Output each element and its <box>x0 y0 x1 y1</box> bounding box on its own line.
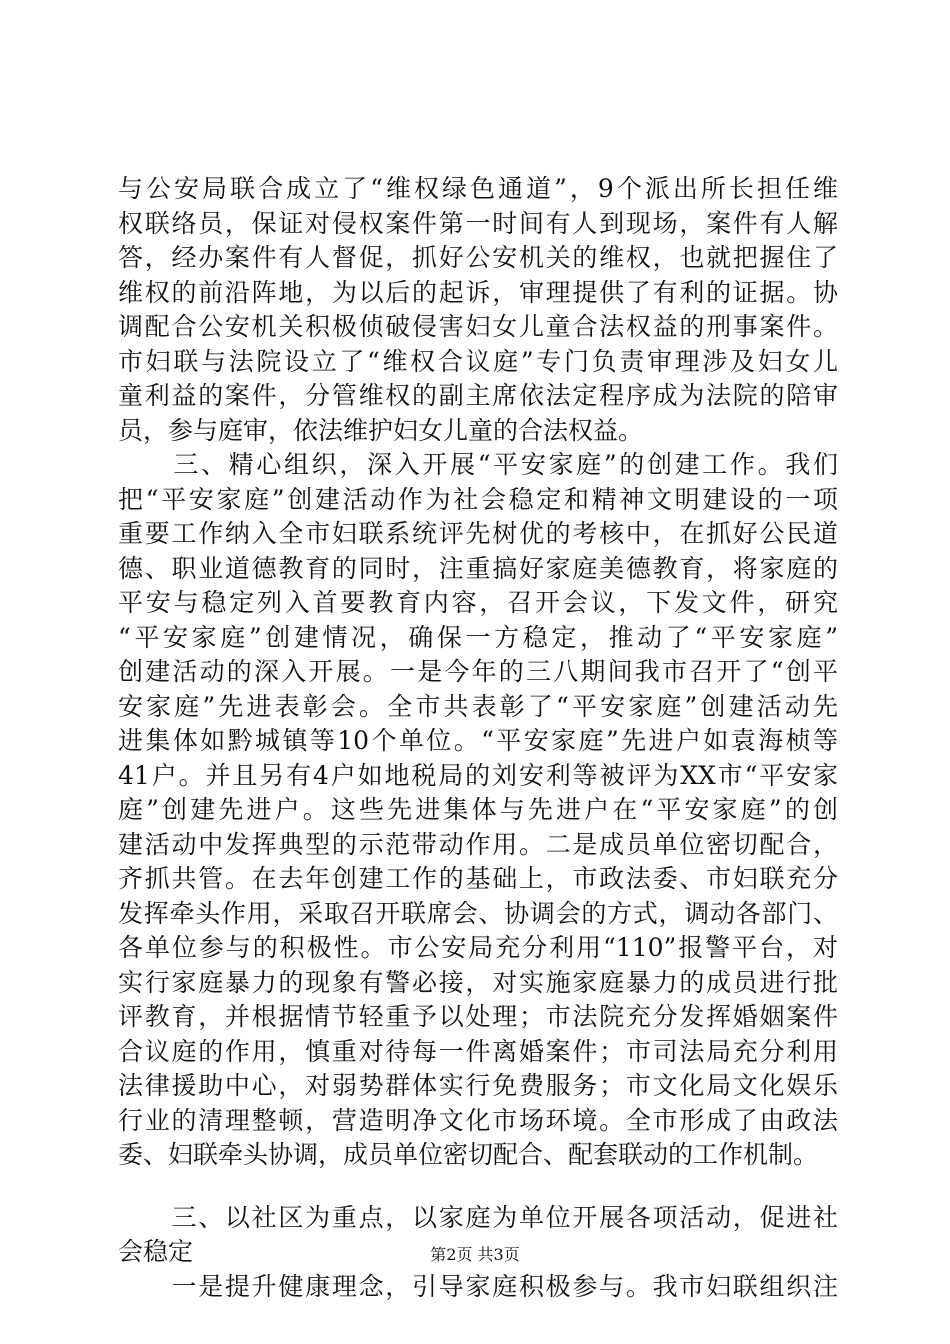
text-line: 重要工作纳入全市妇联系统评先树优的考核中，在抓好公民道 <box>118 519 838 548</box>
text-line: 安家庭”先进表彰会。全市共表彰了“平安家庭”创建活动先 <box>118 691 838 721</box>
text-line: 德、职业道德教育的同时，注重搞好家庭美德教育，将家庭的 <box>118 553 838 583</box>
text-line: 三、精心组织，深入开展“平安家庭”的创建工作。我们 <box>118 450 838 479</box>
text-line: 法律援助中心，对弱势群体实行免费服务；市文化局文化娱乐 <box>118 1071 838 1100</box>
paragraph-4 <box>118 1270 838 1305</box>
text-line: 建活动中发挥典型的示范带动作用。二是成员单位密切配合， <box>118 829 838 859</box>
body-text <box>118 172 838 1304</box>
text-line: 把“平安家庭”创建活动作为社会稳定和精神文明建设的一项 <box>118 484 838 514</box>
text-line: 各单位参与的积极性。市公安局充分利用“110”报警平台，对 <box>118 933 838 962</box>
text-line: 会稳定 <box>118 1237 194 1266</box>
text-line: 41户。并且另有4户如地税局的刘安利等被评为XX市“平安家 <box>118 760 838 790</box>
paragraph-gap <box>118 1173 838 1201</box>
text-line: 与公安局联合成立了“维权绿色通道”，9个派出所长担任维 <box>118 174 838 203</box>
text-line: 合议庭的作用，慎重对待每一件离婚案件；市司法局充分利用 <box>118 1036 838 1066</box>
text-line: 行业的清理整顿，营造明净文化市场环境。全市形成了由政法 <box>118 1105 838 1135</box>
text-line: 齐抓共管。在去年创建工作的基础上，市政法委、市妇联充分 <box>118 864 838 893</box>
text-line: 权联络员，保证对侵权案件第一时间有人到现场，案件有人解 <box>118 208 838 238</box>
text-line: 调配合公安机关积极侦破侵害妇女儿童合法权益的刑事案件。 <box>118 312 838 341</box>
text-line: 委、妇联牵头协调，成员单位密切配合、配套联动的工作机制。 <box>118 1140 819 1169</box>
paragraph-1 <box>118 172 838 448</box>
page-footer: 第2页 共3页 <box>430 1245 520 1264</box>
paragraph-2 <box>118 448 838 1173</box>
text-line: 发挥牵头作用，采取召开联席会、协调会的方式，调动各部门、 <box>118 898 838 928</box>
text-line: 童利益的案件，分管维权的副主席依法定程序成为法院的陪审 <box>118 381 838 410</box>
text-line: 庭”创建先进户。这些先进集体与先进户在“平安家庭”的创 <box>118 795 838 824</box>
text-line: 市妇联与法院设立了“维权合议庭”专门负责审理涉及妇女儿 <box>118 346 838 376</box>
text-line: 评教育，并根据情节轻重予以处理；市法院充分发挥婚姻案件 <box>118 1002 838 1031</box>
text-line: 创建活动的深入开展。一是今年的三八期间我市召开了“创平 <box>118 657 838 686</box>
text-line: 三、以社区为重点，以家庭为单位开展各项活动，促进社 <box>118 1202 838 1232</box>
text-line: 进集体如黔城镇等10个单位。“平安家庭”先进户如袁海桢等 <box>118 726 838 755</box>
text-line: 平安与稳定列入首要教育内容，召开会议，下发文件，研究 <box>118 588 838 617</box>
text-line: 一是提升健康理念，引导家庭积极参与。我市妇联组织注 <box>118 1271 838 1301</box>
text-line: 实行家庭暴力的现象有警必接，对实施家庭暴力的成员进行批 <box>118 967 838 997</box>
text-line: “平安家庭”创建情况，确保一方稳定，推动了“平安家庭” <box>118 622 838 652</box>
text-line: 答，经办案件有人督促，抓好公安机关的维权，也就把握住了 <box>118 243 838 272</box>
text-line: 维权的前沿阵地，为以后的起诉，审理提供了有利的证据。协 <box>118 277 838 307</box>
text-line: 员，参与庭审，依法维护妇女儿童的合法权益。 <box>118 415 644 445</box>
